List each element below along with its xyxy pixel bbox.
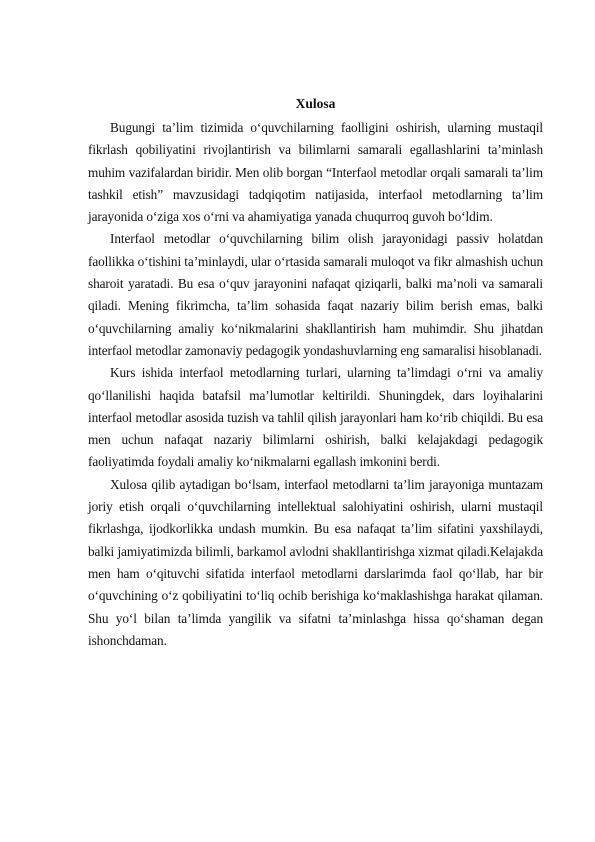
page-title: Xulosa (295, 96, 336, 111)
paragraph-3: Kurs ishida interfaol metodlarning turlari, ularning ta’limdagi o‘rni va amaliy qo‘llanilishi haqida batafsil ma’lumotlar keltirildi. Shuningdek, dars loyihalarini interfaol metodlar asosida tuzish va tahlil qilish jarayonlari ham ko‘rib chiqildi. Bu esa men uchun nafaqat nazariy bilimlarni oshirish, balki kelajakdagi pedagogik faoliyatimda foydali amaliy ko‘nikmalarni egallash imkonini berdi. (88, 365, 543, 470)
paragraph-4: Xulosa qilib aytadigan bo‘lsam, interfaol metodlarni ta’lim jarayoniga muntazam joriy etish orqali o‘quvchilarning intellektual salohiyatini oshirish, ularni mustaqil fikrlashga, ijodkorlikka undash mumkin. Bu esa nafaqat ta’lim sifatini yaxshilaydi, balki jamiyatimizda bilimli, barkamol avlodni shakllantirishga xizmat qiladi.Kelajakda men ham o‘qituvchi sifatida interfaol metodlarni darslarimda faol qo‘llab, har bir o‘quvchining o‘z qobiliyatini to‘liq ochib berishiga ko‘maklashishga harakat qilaman. Shu yo‘l bilan ta’limda yangilik va sifatni ta’minlashga hissa qo‘shaman degan ishonchdaman. (88, 476, 543, 648)
document-page (88, 93, 543, 652)
paragraph-1: Bugungi ta’lim tizimida o‘quvchilarning faolligini oshirish, ularning mustaqil fikrlash qobiliyatini rivojlantirish va bilimlarni samarali egallashlarini ta’minlash muhim vazifalardan biridir. Men olib borgan “Interfaol metodlar orqali samarali ta’lim tashkil etish” mavzusidagi tadqiqotim natijasida, interfaol metodlarning ta’lim jarayonida o‘ziga xos o‘rni va ahamiyatiga yanada chuqurroq guvoh bo‘ldim. (88, 120, 543, 225)
paragraph-2: Interfaol metodlar o‘quvchilarning bilim olish jarayonidagi passiv holatdan faollikka o‘tishini ta’minlaydi, ular o‘rtasida samarali muloqot va fikr almashish uchun sharoit yaratadi. Bu esa o‘quv jarayonini nafaqat qiziqarli, balki ma’noli va samarali qiladi. Mening fikrimcha, ta’lim sohasida faqat nazariy bilim berish emas, balki o‘quvchilarning amaliy ko‘nikmalarini shakllantirish ham muhimdir. Shu jihatdan interfaol metodlar zamonaviy pedagogik yondashuvlarning eng samaralisi hisoblanadi. (88, 231, 543, 358)
